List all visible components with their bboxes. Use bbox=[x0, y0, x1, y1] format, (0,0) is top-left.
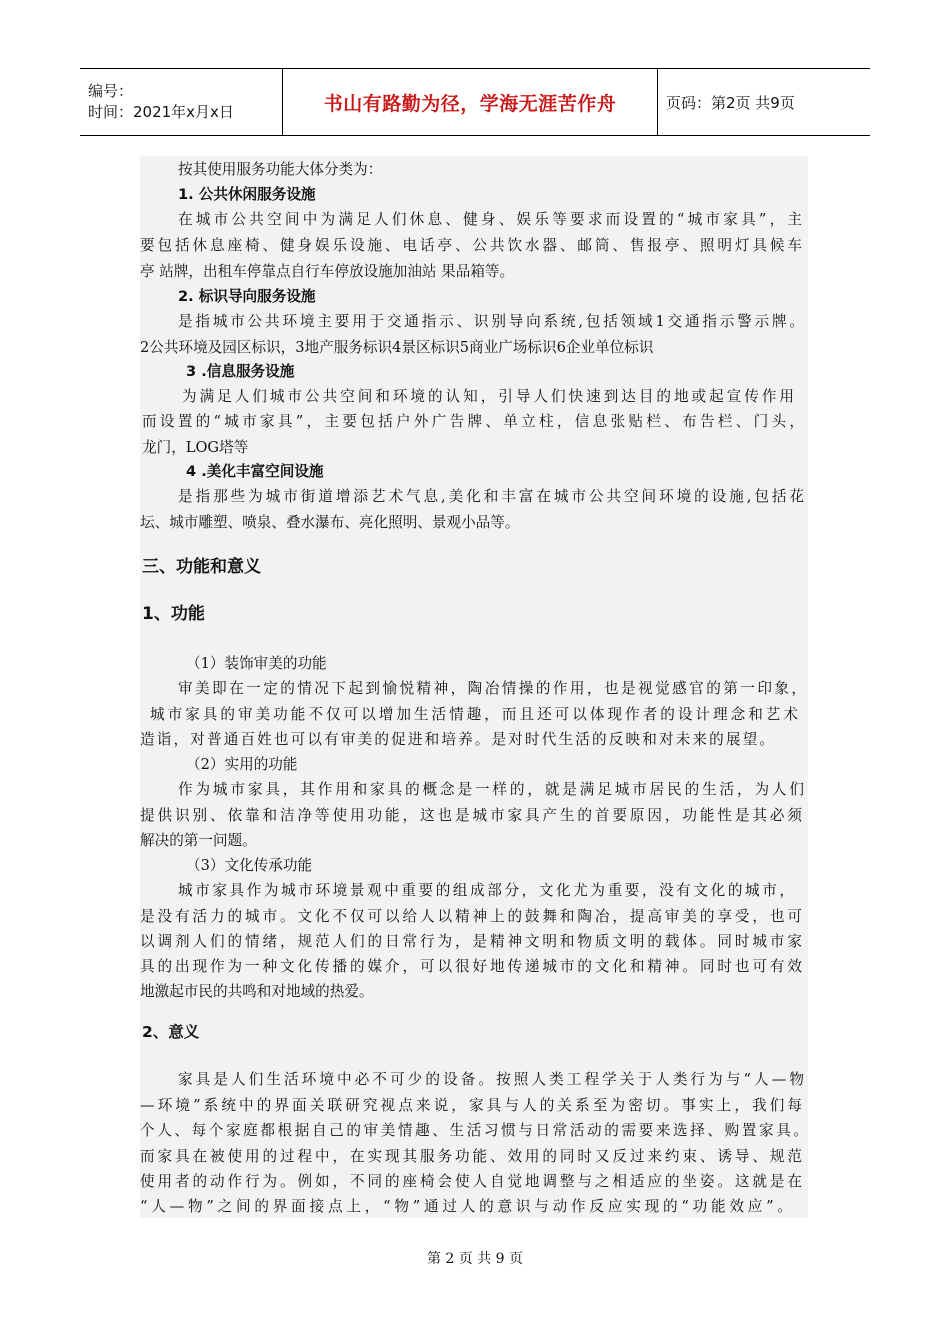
paragraph-line: 为满足人们城市公共空间和环境的认知，引导人们快速到达目的地或起宣传作用 bbox=[182, 388, 794, 405]
paragraph-line: 城市家具作为城市环境景观中重要的组成部分，文化尤为重要，没有文化的城市， bbox=[178, 882, 794, 899]
paragraph-line: 是没有活力的城市。文化不仅可以给人以精神上的鼓舞和陶冶，提高审美的享受，也可 bbox=[140, 908, 802, 925]
paragraph-line: 作为城市家具，其作用和家具的概念是一样的，就是满足城市居民的生活，为人们 bbox=[178, 781, 804, 798]
paragraph-line: 以调剂人们的情绪，规范人们的日常行为，是精神文明和物质文明的载体。同时城市家 bbox=[140, 933, 802, 950]
function-1-title: （1）装饰审美的功能 bbox=[186, 655, 327, 672]
doc-number-label: 编号： bbox=[88, 82, 134, 100]
header-motto: 书山有路勤为径，学海无涯苦作舟 bbox=[323, 92, 617, 115]
content-panel bbox=[140, 156, 808, 1218]
heading-functions-meaning: 三、功能和意义 bbox=[142, 557, 261, 577]
date-label: 时间：2021年x月x日 bbox=[88, 103, 234, 121]
header-table bbox=[80, 68, 870, 136]
paragraph-line: 解决的第一问题。 bbox=[140, 832, 257, 849]
paragraph-line: 而设置的“城市家具”，主要包括户外广告牌、单立柱，信息张贴栏、布告栏、门头， bbox=[142, 413, 804, 430]
function-2-title: （2）实用的功能 bbox=[186, 756, 298, 773]
paragraph-line: 要包括休息座椅、健身娱乐设施、电话亭、公共饮水器、邮筒、售报亭、照明灯具候车 bbox=[140, 237, 802, 254]
paragraph-line: —环境”系统中的界面关联研究视点来说，家具与人的关系至为密切。事实上，我们每 bbox=[140, 1097, 802, 1114]
paragraph-line: 2公共环境及园区标识，3地产服务标识4景区标识5商业广场标识6企业单位标识 bbox=[140, 339, 654, 356]
paragraph-line: 龙门，LOG塔等 bbox=[142, 439, 249, 456]
paragraph-line: “人—物”之间的界面接点上，“物”通过人的意识与动作反应实现的“功能效应”。 bbox=[140, 1198, 792, 1215]
header-meta-cell bbox=[80, 69, 282, 135]
paragraph-line: 而家具在被使用的过程中，在实现其服务功能、效用的同时又反过来约束、诱导、规范 bbox=[140, 1148, 802, 1165]
section-4-title: 4 .美化丰富空间设施 bbox=[186, 463, 324, 480]
page-footer: 第 2 页 共 9 页 bbox=[426, 1251, 524, 1267]
paragraph-line: 城市家具的审美功能不仅可以增加生活情趣，而且还可以体现作者的设计理念和艺术 bbox=[150, 706, 798, 723]
section-1-title: 1. 公共休闲服务设施 bbox=[178, 186, 316, 203]
section-3-title: 3 .信息服务设施 bbox=[186, 363, 295, 380]
heading-meaning: 2、意义 bbox=[142, 1023, 200, 1041]
header-page-cell bbox=[658, 69, 870, 135]
paragraph-line: 在城市公共空间中为满足人们休息、健身、娱乐等要求而设置的“城市家具”，主 bbox=[178, 211, 802, 228]
paragraph-line: 个人、每个家庭都根据自己的审美情趣、生活习惯与日常活动的需要来选择、购置家具。 bbox=[140, 1122, 808, 1139]
function-3-title: （3）文化传承功能 bbox=[186, 857, 313, 874]
paragraph-line: 使用者的动作行为。例如，不同的座椅会使人自觉地调整与之相适应的坐姿。这就是在 bbox=[140, 1173, 802, 1190]
paragraph-line: 地激起市民的共鸣和对地域的热爱。 bbox=[140, 983, 374, 1000]
heading-functions: 1、功能 bbox=[142, 604, 205, 624]
paragraph-line: 亭 站牌，出租车停靠点自行车停放设施加油站 果品箱等。 bbox=[140, 263, 515, 280]
section-2-title: 2. 标识导向服务设施 bbox=[178, 288, 316, 305]
paragraph-line: 提供识别、依靠和洁净等使用功能，这也是城市家具产生的首要原因，功能性是其必须 bbox=[140, 807, 802, 824]
header-motto-cell bbox=[282, 69, 658, 135]
paragraph-line: 家具是人们生活环境中必不可少的设备。按照人类工程学关于人类行为与“人—物 bbox=[178, 1071, 804, 1088]
intro-line: 按其使用服务功能大体分类为： bbox=[178, 161, 383, 178]
paragraph-line: 具的出现作为一种文化传播的媒介，可以很好地传递城市的文化和精神。同时也可有效 bbox=[140, 958, 802, 975]
paragraph-line: 是指城市公共环境主要用于交通指示、识别导向系统,包括领域1交通指示警示牌。 bbox=[178, 313, 804, 330]
paragraph-line: 审美即在一定的情况下起到愉悦精神，陶冶情操的作用，也是视觉感官的第一印象， bbox=[178, 680, 806, 697]
paragraph-line: 造诣，对普通百姓也可以有审美的促进和培养。是对时代生活的反映和对未来的展望。 bbox=[140, 731, 774, 748]
paragraph-line: 是指那些为城市街道增添艺术气息,美化和丰富在城市公共空间环境的设施,包括花 bbox=[178, 488, 804, 505]
header-page-info: 页码：第2页 共9页 bbox=[666, 93, 795, 112]
paragraph-line: 坛、城市雕塑、喷泉、叠水瀑布、亮化照明、景观小品等。 bbox=[140, 514, 520, 531]
